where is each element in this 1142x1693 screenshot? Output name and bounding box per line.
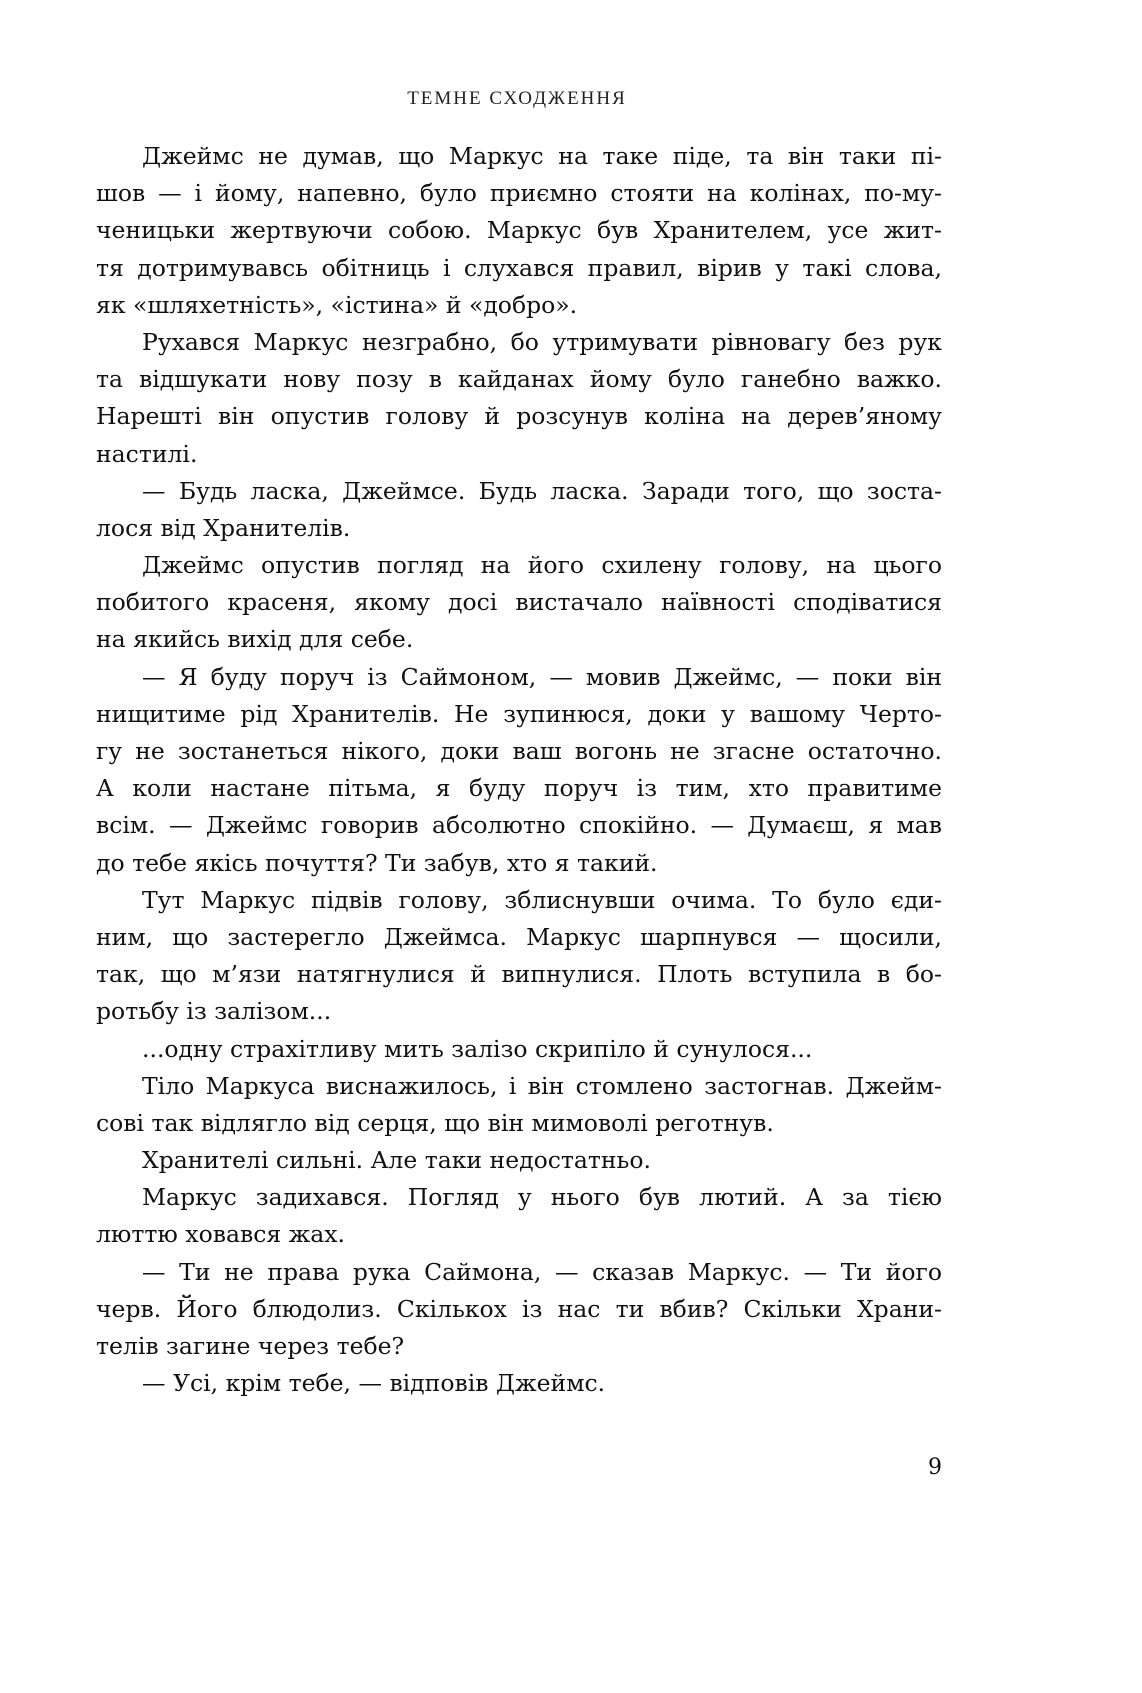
- text-line: нищитиме рід Хранителів. Не зупинюся, доки у вашому Черто-: [96, 699, 942, 728]
- text-line: як «шляхетність», «істина» й «добро».: [96, 290, 578, 319]
- text-line: так, що м’язи натягнулися й випнулися. Плоть вступила в бо-: [96, 960, 942, 989]
- text-line: — Я буду поруч із Саймоном, — мовив Джеймс, — поки він: [142, 662, 942, 691]
- text-line: — Будь ласка, Джеймсе. Будь ласка. Заради того, що зоста-: [142, 476, 942, 505]
- running-head: ТЕМНЕ СХОДЖЕННЯ: [407, 88, 627, 109]
- text-line: Рухався Маркус незграбно, бо утримувати рівновагу без рук: [142, 327, 942, 356]
- text-line: ротьбу із залізом...: [96, 997, 332, 1026]
- text-line: Нарешті він опустив голову й розсунув коліна на дерев’яному: [96, 402, 942, 431]
- text-line: ченицьки жертвуючи собою. Маркус був Хранителем, усе жит-: [96, 216, 942, 245]
- text-line: шов — і йому, напевно, було приємно стояти на колінах, по-му-: [96, 179, 942, 208]
- text-line: А коли настане пітьма, я буду поруч із тим, хто правитиме: [96, 774, 942, 803]
- text-line: черв. Його блюдолиз. Скількох із нас ти вбив? Скільки Храни-: [96, 1294, 942, 1323]
- text-line: Маркус задихався. Погляд у нього був лютий. А за тією: [142, 1183, 942, 1212]
- text-line: та відшукати нову позу в кайданах йому було ганебно важко.: [96, 365, 942, 394]
- text-line: Тут Маркус підвів голову, зблиснувши очима. То було єди-: [142, 885, 942, 914]
- text-line: Джеймс опустив погляд на його схилену голову, на цього: [142, 551, 942, 580]
- text-line: на якийсь вихід для себе.: [96, 625, 414, 654]
- text-line: настилі.: [96, 439, 198, 468]
- text-line: Хранителі сильні. Але таки недостатньо.: [142, 1146, 651, 1175]
- text-line: ним, що застерегло Джеймса. Маркус шарпнувся — щосили,: [96, 922, 942, 951]
- text-line: Тіло Маркуса виснажилось, і він стомлено застогнав. Джейм-: [142, 1071, 942, 1100]
- text-line: сові так відлягло від серця, що він мимоволі реготнув.: [96, 1108, 774, 1137]
- text-line: гу не зостанеться нікого, доки ваш вогонь не згасне остаточно.: [96, 737, 942, 765]
- text-line: до тебе якісь почуття? Ти забув, хто я такий.: [96, 848, 658, 877]
- text-line: лося від Хранителів.: [96, 513, 351, 542]
- text-line: ...одну страхітливу мить залізо скрипіло й сунулося...: [142, 1034, 813, 1063]
- page-number: 9: [928, 1455, 942, 1480]
- body-text: [96, 138, 942, 1402]
- text-line: — Усі, крім тебе, — відповів Джеймс.: [142, 1369, 606, 1398]
- text-line: тя дотримувавсь обітниць і слухався правил, вірив у такі слова,: [96, 253, 942, 282]
- text-line: побитого красеня, якому досі вистачало наївності сподіватися: [96, 588, 942, 617]
- text-line: люттю ховався жах.: [96, 1220, 345, 1249]
- text-line: — Ти не права рука Саймона, — сказав Маркус. — Ти його: [142, 1257, 942, 1286]
- text-line: телів загине через тебе?: [96, 1332, 405, 1360]
- text-line: всім. — Джеймс говорив абсолютно спокійно. — Думаєш, я мав: [96, 811, 942, 840]
- text-line: Джеймс не думав, що Маркус на таке піде, та він таки пі-: [142, 142, 942, 170]
